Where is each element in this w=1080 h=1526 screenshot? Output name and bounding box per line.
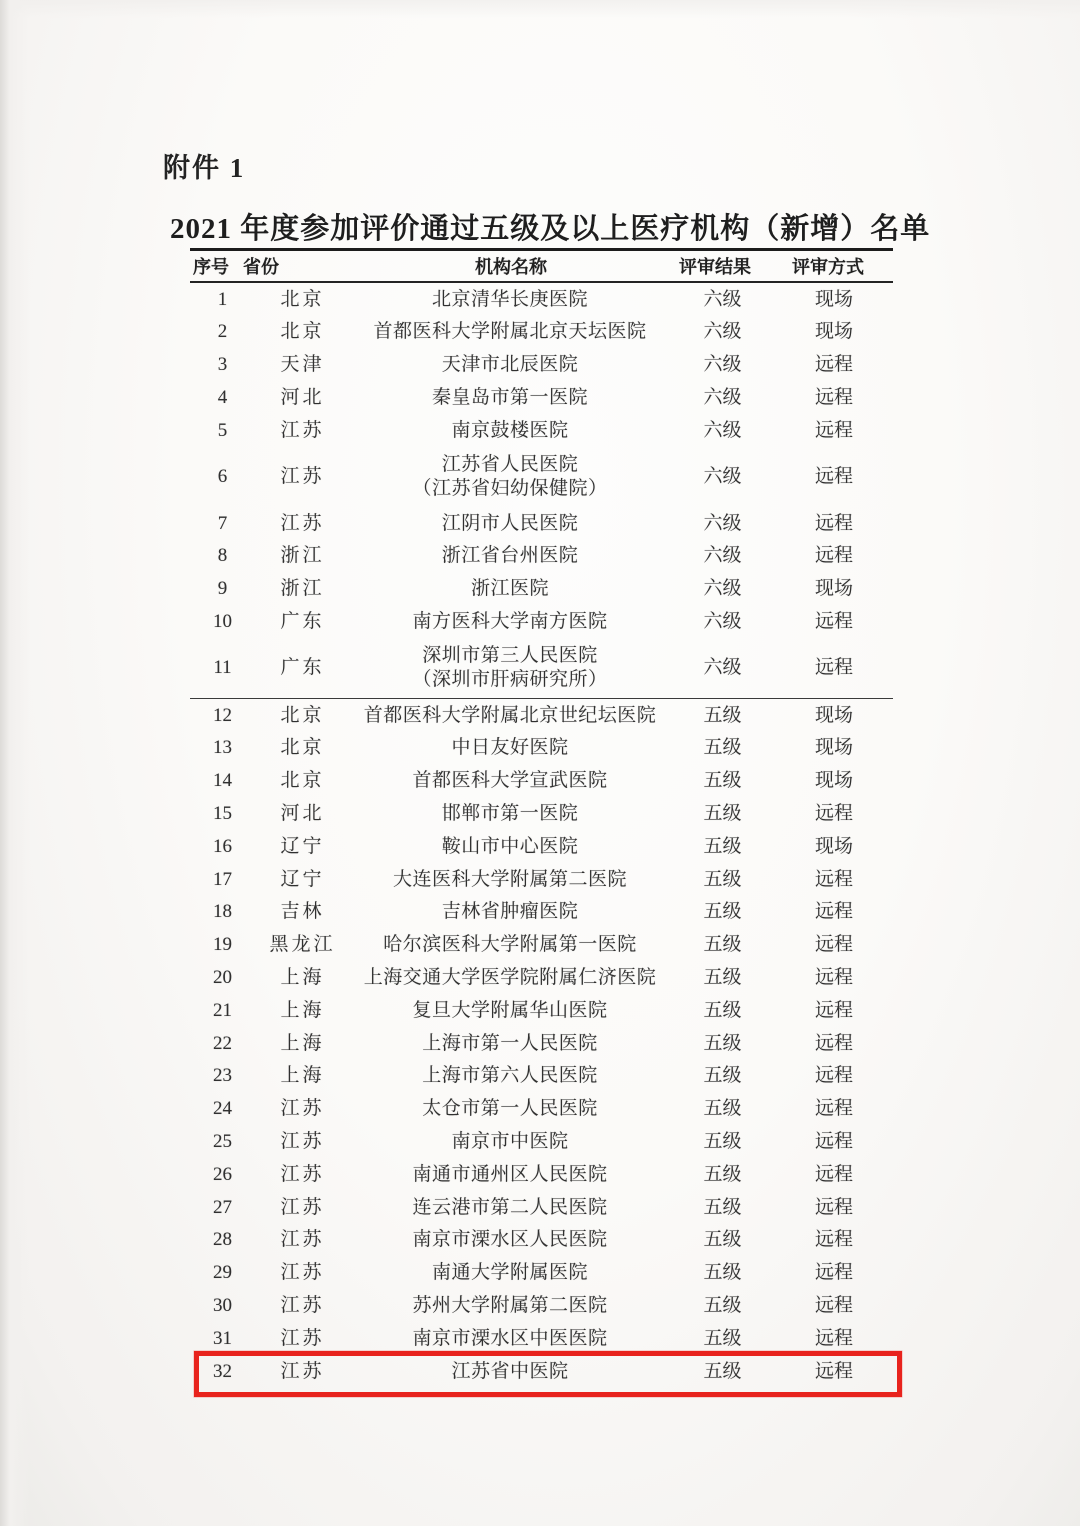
row-province: 江苏 [280, 1229, 325, 1251]
table-row [190, 1027, 893, 1060]
row-province: 江苏 [280, 1262, 325, 1284]
row-name: 上海市第一人民医院 [422, 1032, 598, 1054]
table-row [190, 994, 893, 1027]
row-no: 20 [213, 967, 232, 989]
row-result: 五级 [703, 704, 742, 726]
row-method: 现场 [814, 835, 853, 857]
row-method: 远程 [814, 545, 853, 567]
row-no: 2 [217, 321, 228, 343]
row-result: 五级 [703, 1360, 742, 1382]
row-no: 21 [213, 999, 232, 1021]
table-row [190, 798, 893, 831]
row-no: 4 [217, 386, 228, 408]
row-name: 太仓市第一人民医院 [422, 1098, 598, 1120]
row-result: 五级 [703, 1327, 742, 1349]
row-province: 上海 [280, 999, 325, 1021]
col-header-method: 评审方式 [792, 257, 864, 277]
row-method: 远程 [814, 1065, 853, 1087]
row-no: 13 [213, 737, 232, 759]
row-method: 现场 [814, 704, 853, 726]
row-no: 29 [213, 1262, 232, 1284]
row-province: 江苏 [280, 1327, 325, 1349]
row-no: 17 [213, 868, 232, 890]
table-row [190, 349, 893, 382]
row-province: 辽宁 [280, 868, 325, 890]
row-method: 远程 [814, 1295, 853, 1317]
row-province: 江苏 [280, 512, 325, 534]
row-name: 哈尔滨医科大学附属第一医院 [383, 934, 637, 956]
row-result: 五级 [703, 835, 742, 857]
row-result: 五级 [703, 737, 742, 759]
row-method: 远程 [814, 466, 853, 488]
row-result: 六级 [703, 512, 742, 534]
row-name: 首都医科大学附属北京世纪坛医院 [363, 704, 657, 726]
row-province: 上海 [280, 967, 325, 989]
table-row [190, 699, 893, 732]
row-name: 吉林省肿瘤医院 [441, 901, 579, 923]
row-method: 远程 [814, 901, 853, 923]
row-no: 9 [217, 578, 228, 600]
row-result: 五级 [703, 967, 742, 989]
row-province: 江苏 [280, 466, 325, 488]
row-name: 复旦大学附属华山医院 [412, 999, 608, 1021]
row-no: 22 [213, 1032, 232, 1054]
row-province: 吉林 [280, 901, 325, 923]
row-name: 江苏省人民医院 （江苏省妇幼保健院） [350, 453, 670, 501]
table-row [190, 1224, 893, 1257]
row-result: 五级 [703, 770, 742, 792]
table-row [190, 1158, 893, 1191]
row-result: 五级 [703, 934, 742, 956]
row-province: 辽宁 [280, 835, 325, 857]
row-name: 南京市溧水区人民医院 [412, 1229, 608, 1251]
row-province: 上海 [280, 1032, 325, 1054]
row-no: 31 [213, 1327, 232, 1349]
row-method: 远程 [814, 1032, 853, 1054]
row-no: 11 [213, 657, 232, 679]
row-method: 远程 [814, 512, 853, 534]
row-province: 江苏 [280, 1131, 325, 1153]
row-result: 五级 [703, 1032, 742, 1054]
row-method: 远程 [814, 1196, 853, 1218]
col-header-no: 序号 [193, 257, 229, 277]
row-name: 秦皇岛市第一医院 [431, 386, 588, 408]
row-result: 五级 [703, 901, 742, 923]
row-no: 6 [217, 466, 228, 488]
row-no: 27 [213, 1196, 232, 1218]
row-province: 天津 [280, 354, 325, 376]
table-header [190, 251, 893, 283]
col-header-name: 机构名称 [475, 257, 547, 277]
row-name: 首都医科大学宣武医院 [412, 770, 608, 792]
row-name-line2: （深圳市肝病研究所） [412, 669, 608, 691]
row-name: 南方医科大学南方医院 [412, 610, 608, 632]
row-method: 现场 [814, 737, 853, 759]
row-result: 五级 [703, 1295, 742, 1317]
attachment-label: 附件 1 [163, 153, 246, 183]
row-result: 五级 [703, 1098, 742, 1120]
row-result: 六级 [703, 657, 742, 679]
row-no: 5 [217, 419, 228, 441]
col-header-result: 评审结果 [679, 257, 751, 277]
row-province: 上海 [280, 1065, 325, 1087]
row-name: 南通市通州区人民医院 [412, 1163, 608, 1185]
row-name: 连云港市第二人民医院 [412, 1196, 608, 1218]
row-method: 远程 [814, 967, 853, 989]
row-name: 中日友好医院 [451, 737, 569, 759]
table-row [190, 863, 893, 896]
row-no: 18 [213, 901, 232, 923]
row-name: 南通大学附属医院 [431, 1262, 588, 1284]
table-row [190, 605, 893, 638]
row-method: 远程 [814, 1262, 853, 1284]
table-row [190, 896, 893, 929]
row-no: 8 [217, 545, 228, 567]
row-result: 五级 [703, 868, 742, 890]
row-result: 六级 [703, 578, 742, 600]
table-row [190, 381, 893, 414]
page-title: 2021 年度参加评价通过五级及以上医疗机构（新增）名单 [170, 213, 931, 245]
table-row [190, 732, 893, 765]
table-row [190, 830, 893, 863]
row-result: 六级 [703, 545, 742, 567]
row-method: 远程 [814, 610, 853, 632]
row-no: 24 [213, 1098, 232, 1120]
row-method: 远程 [814, 999, 853, 1021]
row-method: 现场 [814, 578, 853, 600]
row-method: 远程 [814, 419, 853, 441]
row-result: 五级 [703, 1196, 742, 1218]
row-name: 深圳市第三人民医院 （深圳市肝病研究所） [350, 644, 670, 692]
row-name: 江苏省中医院 [451, 1360, 569, 1382]
row-province: 浙江 [280, 545, 325, 567]
row-province: 广东 [280, 610, 325, 632]
row-result: 五级 [703, 1262, 742, 1284]
row-method: 远程 [814, 386, 853, 408]
row-no: 1 [217, 288, 228, 310]
row-no: 26 [213, 1163, 232, 1185]
table-row [190, 447, 893, 507]
row-name: 上海市第六人民医院 [422, 1065, 598, 1087]
table-row [190, 1191, 893, 1224]
row-result: 五级 [703, 999, 742, 1021]
row-result: 五级 [703, 1163, 742, 1185]
row-province: 北京 [280, 321, 325, 343]
table-body [190, 283, 893, 1388]
row-province: 北京 [280, 770, 325, 792]
row-name: 南京鼓楼医院 [451, 419, 569, 441]
table-row [190, 1093, 893, 1126]
table-row [190, 1060, 893, 1093]
row-name: 上海交通大学医学院附属仁济医院 [363, 967, 657, 989]
col-header-province: 省份 [243, 257, 279, 277]
row-province: 浙江 [280, 578, 325, 600]
row-name-line2: （江苏省妇幼保健院） [412, 477, 608, 499]
row-province: 江苏 [280, 1360, 325, 1382]
row-name: 浙江省台州医院 [441, 545, 579, 567]
highlight-box [194, 1351, 902, 1397]
row-name: 浙江医院 [470, 578, 549, 600]
row-method: 远程 [814, 354, 853, 376]
row-name: 苏州大学附属第二医院 [412, 1295, 608, 1317]
row-province: 江苏 [280, 1196, 325, 1218]
row-result: 五级 [703, 1065, 742, 1087]
row-province: 江苏 [280, 1163, 325, 1185]
row-no: 15 [213, 803, 232, 825]
row-method: 现场 [814, 321, 853, 343]
table-row [190, 573, 893, 606]
table-row [190, 962, 893, 995]
row-result: 六级 [703, 386, 742, 408]
row-no: 30 [213, 1295, 232, 1317]
row-name: 邯郸市第一医院 [441, 803, 579, 825]
row-no: 32 [213, 1360, 232, 1382]
row-no: 3 [217, 354, 228, 376]
row-province: 江苏 [280, 419, 325, 441]
row-province: 北京 [280, 704, 325, 726]
row-no: 16 [213, 835, 232, 857]
row-method: 远程 [814, 1229, 853, 1251]
row-no: 19 [213, 934, 232, 956]
row-no: 23 [213, 1065, 232, 1087]
row-province: 北京 [280, 288, 325, 310]
row-method: 现场 [814, 770, 853, 792]
row-name: 北京清华长庚医院 [431, 288, 588, 310]
row-name: 天津市北辰医院 [441, 354, 579, 376]
row-method: 远程 [814, 1163, 853, 1185]
row-result: 五级 [703, 803, 742, 825]
row-province: 江苏 [280, 1295, 325, 1317]
row-method: 现场 [814, 288, 853, 310]
row-result: 六级 [703, 419, 742, 441]
row-method: 远程 [814, 1098, 853, 1120]
row-no: 12 [213, 704, 232, 726]
table-row [190, 1126, 893, 1159]
row-method: 远程 [814, 868, 853, 890]
row-method: 远程 [814, 1131, 853, 1153]
row-no: 7 [217, 512, 228, 534]
row-method: 远程 [814, 803, 853, 825]
row-result: 六级 [703, 288, 742, 310]
row-name: 首都医科大学附属北京天坛医院 [373, 321, 647, 343]
table-row [190, 638, 893, 698]
table-row [190, 765, 893, 798]
row-method: 远程 [814, 934, 853, 956]
row-province: 江苏 [280, 1098, 325, 1120]
row-province: 河北 [280, 386, 325, 408]
table-row [190, 283, 893, 316]
row-method: 远程 [814, 657, 853, 679]
row-result: 六级 [703, 321, 742, 343]
row-result: 五级 [703, 1229, 742, 1251]
row-result: 五级 [703, 1131, 742, 1153]
row-no: 28 [213, 1229, 232, 1251]
table-row [190, 414, 893, 447]
table-row [190, 540, 893, 573]
table-row [190, 1257, 893, 1290]
row-name: 南京市中医院 [451, 1131, 569, 1153]
table-row [190, 1290, 893, 1323]
row-method: 远程 [814, 1360, 853, 1382]
row-no: 10 [213, 610, 232, 632]
row-result: 六级 [703, 354, 742, 376]
row-name: 鞍山市中心医院 [441, 835, 579, 857]
institutions-table [190, 248, 893, 1388]
row-province: 北京 [280, 737, 325, 759]
row-no: 25 [213, 1131, 232, 1153]
row-province: 河北 [280, 803, 325, 825]
table-row [190, 929, 893, 962]
row-result: 六级 [703, 610, 742, 632]
row-no: 14 [213, 770, 232, 792]
row-name: 江阴市人民医院 [441, 512, 579, 534]
row-province: 广东 [280, 657, 325, 679]
row-name: 南京市溧水区中医医院 [412, 1327, 608, 1349]
row-result: 六级 [703, 466, 742, 488]
row-name: 大连医科大学附属第二医院 [392, 868, 627, 890]
row-method: 远程 [814, 1327, 853, 1349]
table-row [190, 316, 893, 349]
row-province: 黑龙江 [269, 934, 336, 956]
table-row [190, 507, 893, 540]
